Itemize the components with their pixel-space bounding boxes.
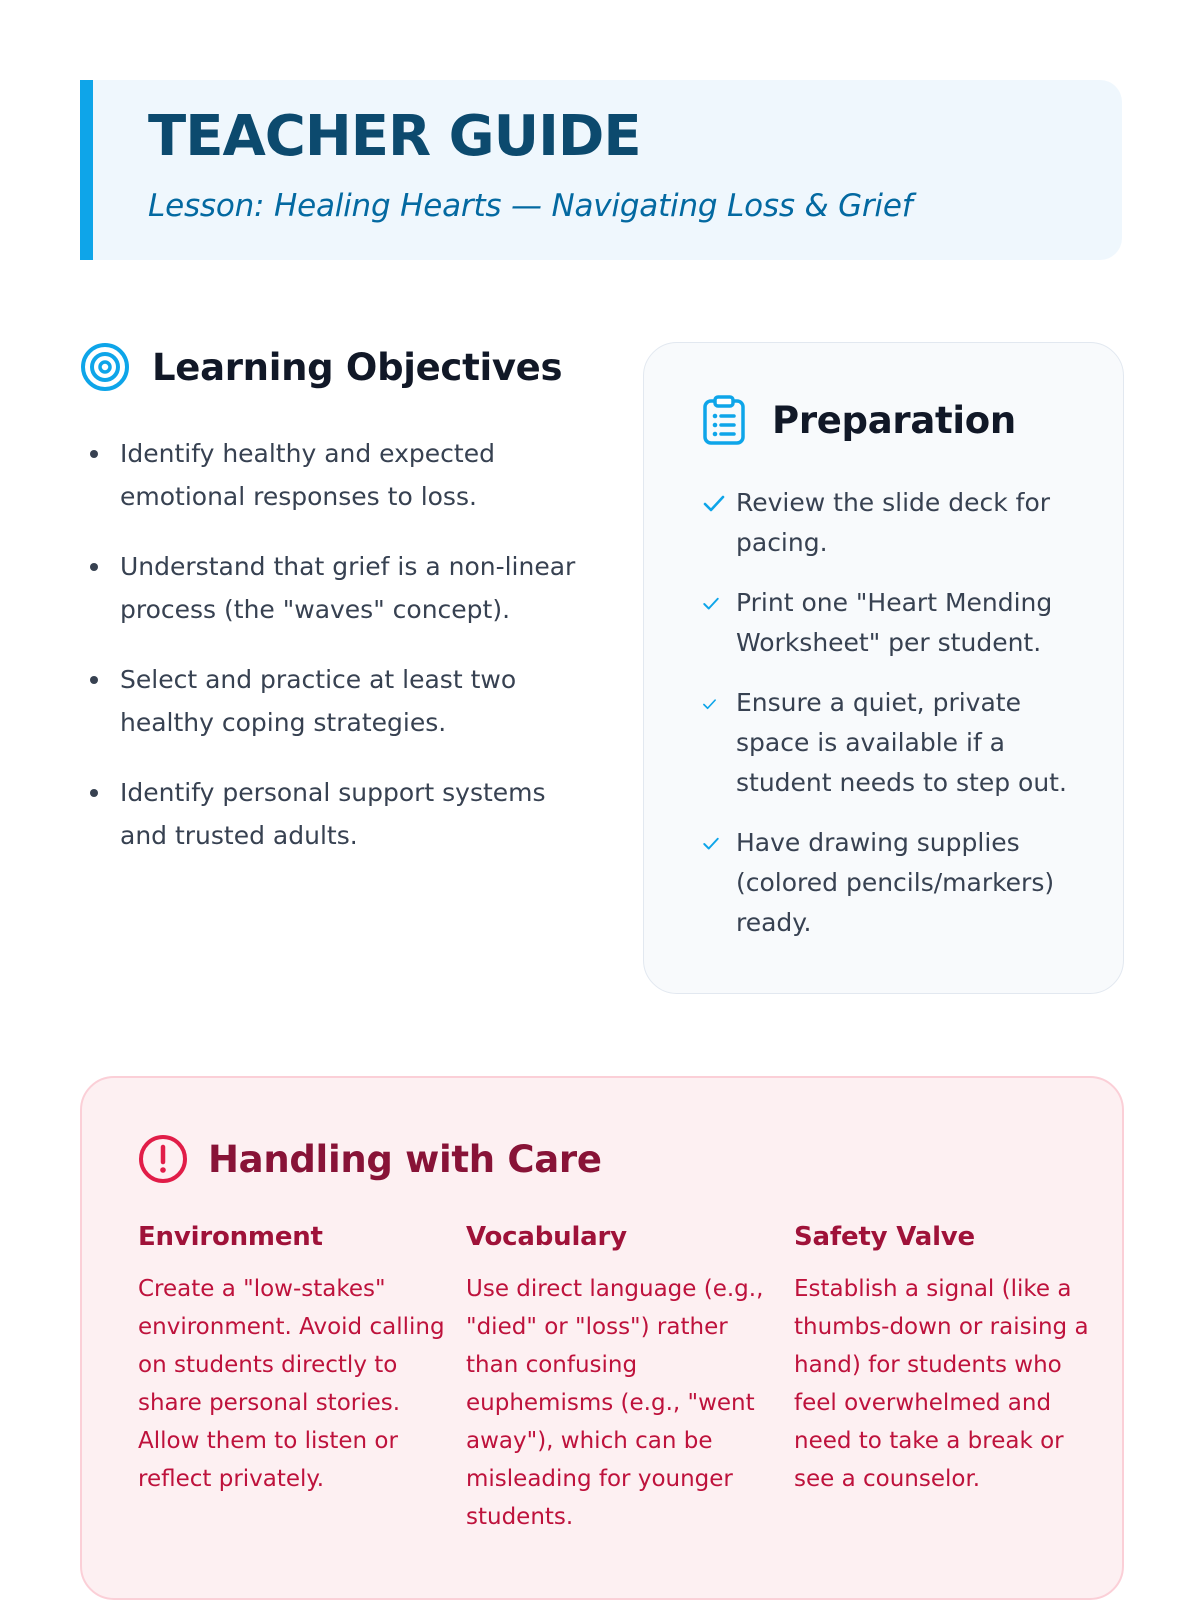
target-icon [80, 342, 130, 392]
objectives-heading [80, 342, 580, 392]
page-title: TEACHER GUIDE [148, 104, 641, 169]
care-column-safety-valve [794, 1222, 1122, 1536]
objectives-title: Learning Objectives [152, 345, 563, 389]
check-icon [702, 583, 736, 623]
list-item [702, 683, 1093, 803]
list-item-label: Print one "Heart Mending Worksheet" per student. [736, 588, 1053, 657]
care-column-heading: Vocabulary [466, 1222, 627, 1252]
preparation-list [702, 483, 1093, 943]
check-icon [702, 483, 736, 523]
care-heading [138, 1134, 1122, 1184]
handling-with-care-card [80, 1076, 1124, 1600]
objectives-list [80, 432, 580, 857]
clipboard-icon [702, 395, 746, 445]
list-item [702, 823, 1093, 943]
preparation-title: Preparation [772, 398, 1016, 442]
list-item-label: Review the slide deck for pacing. [736, 488, 1051, 557]
care-column-text: Establish a signal (like a thumbs-down or raising a hand) for students who feel overwhelmed and need to take a break or see a counselor. [794, 1276, 1089, 1492]
guide-header [80, 80, 1122, 260]
preparation-heading [702, 395, 1093, 445]
list-item: Identify healthy and expected emotional responses to loss. [80, 432, 580, 518]
list-item: Select and practice at least two healthy coping strategies. [80, 658, 580, 744]
care-column-environment [138, 1222, 466, 1536]
list-item-label: Have drawing supplies (colored pencils/markers) ready. [736, 828, 1055, 937]
care-columns [138, 1222, 1122, 1536]
learning-objectives-section [80, 342, 580, 884]
care-column-heading: Safety Valve [794, 1222, 975, 1252]
preparation-card [643, 342, 1124, 994]
care-title: Handling with Care [208, 1137, 602, 1181]
check-icon [702, 823, 736, 863]
care-column-vocabulary [466, 1222, 794, 1536]
list-item [702, 583, 1093, 663]
alert-circle-icon [138, 1134, 188, 1184]
list-item [702, 483, 1093, 563]
care-column-heading: Environment [138, 1222, 323, 1252]
care-column-text: Use direct language (e.g., "died" or "loss") rather than confusing euphemisms (e.g., "went away"), which can be misleading for younger students. [466, 1276, 764, 1530]
list-item: Identify personal support systems and trusted adults. [80, 771, 580, 857]
lesson-subtitle: Lesson: Healing Hearts — Navigating Loss & Grief [148, 187, 913, 224]
check-icon [702, 683, 736, 723]
list-item: Understand that grief is a non-linear process (the "waves" concept). [80, 545, 580, 631]
care-column-text: Create a "low-stakes" environment. Avoid calling on students directly to share personal stories. Allow them to listen or reflect privately. [138, 1276, 445, 1492]
list-item-label: Ensure a quiet, private space is available if a student needs to step out. [736, 688, 1067, 797]
